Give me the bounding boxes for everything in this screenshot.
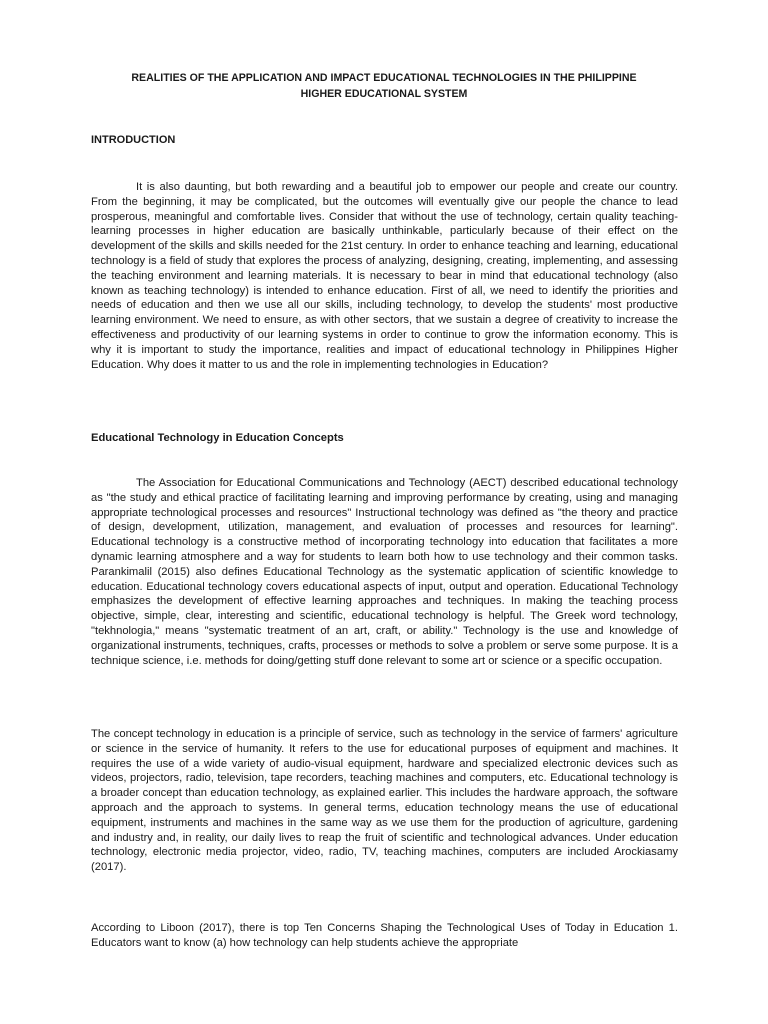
aect-paragraph: The Association for Educational Communications and Technology (AECT) described educational technology as "the study and ethical practice of facilitating learning and improving performance by creating, using and managing appropriate technological processes and resources" Instructional technology was defined as "the theory and practice of design, development, utilization, management, and evaluation of processes and resources for learning". Educational technology is a constructive method of incorporating technology into education that facilitates a more dynamic learning atmosphere and a way for students to learn both how to use technology and their common tasks. Parankimalil (2015) also defines Educational Technology as the systematic application of scientific knowledge to education. Educational technology covers educational aspects of input, output and operation. Educational Technology emphasizes the development of effective learning approaches and techniques. In making the teaching process objective, simple, clear, interesting and scientific, educational technology is helpful. The Greek word technology, "tekhnologia," means "systematic treatment of an art, craft, or ability." Technology is the use and knowledge of organizational instruments, techniques, crafts, processes or methods to solve a problem or serve some purpose. It is a technique science, i.e. methods for doing/getting stuff done relevant to some art or science or a specific occupation. — [91, 477, 678, 667]
liboon-paragraph: According to Liboon (2017), there is top Ten Concerns Shaping the Technological Uses of Today in Education 1. Educators want to know (a) how technology can help students achieve the appropriate — [91, 922, 678, 949]
introduction-paragraph: It is also daunting, but both rewarding and a beautiful job to empower our people and create our country. From the beginning, it may be complicated, but the outcomes will eventually give our people the chance to lead prosperous, meaningful and comfortable lives. Consider that without the use of technology, certain quality teaching-learning processes in higher education are basically unthinkable, particularly because of their effect on the development of the skills and skills needed for the 21st century. In order to enhance teaching and learning, educational technology is a field of study that explores the process of analyzing, designing, creating, implementing, and assessing the teaching environment and learning materials. It is necessary to bear in mind that educational technology (also known as teaching technology) is intended to enhance education. First of all, we need to identify the priorities and needs of education and then we use all our skills, including technology, to develop the students' most productive learning environment. We need to ensure, as with other sectors, that we sustain a degree of creativity to increase the effectiveness and productivity of our learning systems in order to continue to grow the information economy. This is why it is important to study the importance, realities and impact of educational technology in Philippines Higher Education. Why does it matter to us and the role in implementing technologies in Education? — [91, 181, 678, 371]
section-heading: Educational Technology in Education Concepts — [91, 432, 344, 444]
concept-paragraph: The concept technology in education is a principle of service, such as technology in the service of farmers' agriculture or science in the service of humanity. It refers to the use for educational purposes of equipment and machines. It requires the use of a wide variety of audio-visual equipment, hardware and specialized electronic devices such as videos, projectors, radio, television, tape recorders, teaching machines and computers, etc. Educational technology is a broader concept than education technology, as explained earlier. This includes the hardware approach, the software approach and the approach to systems. In general terms, education technology means the use of educational equipment, instruments and machines in the same way as we use them for the production of agriculture, gardening and industry and, in reality, our daily lives to reap the fruit of scientific and technological advances. Under education technology, electronic media projector, video, radio, TV, teaching machines, computers are included Arockiasamy (2017). — [91, 728, 678, 874]
introduction-heading: INTRODUCTION — [91, 134, 176, 146]
title-line-1: REALITIES OF THE APPLICATION AND IMPACT EDUCATIONAL TECHNOLOGIES IN THE PHILIPPINE — [131, 72, 637, 84]
title-line-2: HIGHER EDUCATIONAL SYSTEM — [300, 88, 468, 100]
document-title — [90, 70, 678, 102]
